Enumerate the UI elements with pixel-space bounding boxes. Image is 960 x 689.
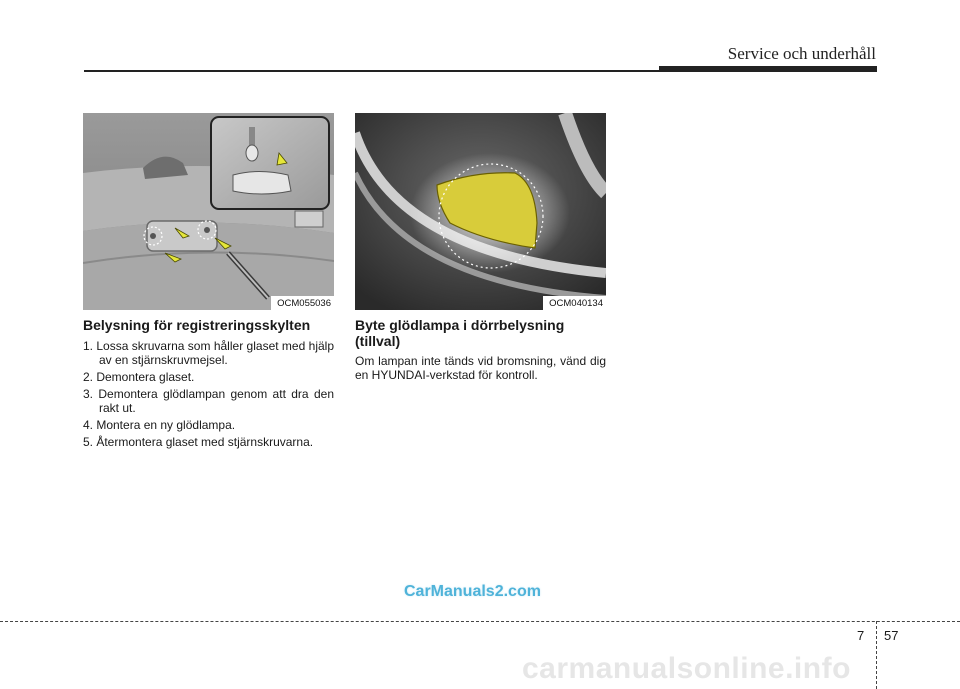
section-title: Byte glödlampa i dörrbelysning (tillval): [355, 317, 565, 349]
figure-code: OCM040134: [543, 296, 606, 310]
header-rule: [84, 70, 660, 72]
step-item: 3. Demontera glödlampan genom att dra den rakt ut.: [83, 387, 334, 415]
section-paragraph: Om lampan inte tänds vid bromsning, vänd dig en HYUNDAI-verkstad för kontroll.: [355, 354, 606, 382]
section-license-plate: [83, 317, 334, 452]
section-number: 7: [857, 628, 865, 643]
step-item: 4. Montera en ny glödlampa.: [83, 418, 236, 432]
footer-divider: [0, 621, 960, 622]
header-rule-thick: [659, 66, 877, 72]
step-item: 2. Demontera glaset.: [83, 370, 195, 384]
header-section-title: Service och underhåll: [727, 44, 876, 63]
footer-divider-vertical: [876, 621, 877, 689]
page-number: 57: [884, 628, 899, 643]
step-item: 1. Lossa skruvarna som håller glaset med hjälp av en stjärnskruvmejsel.: [83, 339, 334, 367]
figure-door-light: [355, 113, 606, 310]
section-door-light: [355, 317, 606, 382]
section-title: Belysning för registreringsskylten: [83, 317, 311, 333]
door-light-illustration: [355, 113, 606, 310]
figure-license-plate-light: [83, 113, 334, 310]
license-plate-illustration: [83, 113, 334, 310]
step-item: 5. Återmontera glaset med stjärnskruvarna.: [83, 435, 314, 449]
watermark-link[interactable]: CarManuals2.com: [404, 583, 541, 600]
bottom-watermark: carmanualsonline.info: [522, 652, 851, 685]
figure-code: OCM055036: [271, 296, 334, 310]
